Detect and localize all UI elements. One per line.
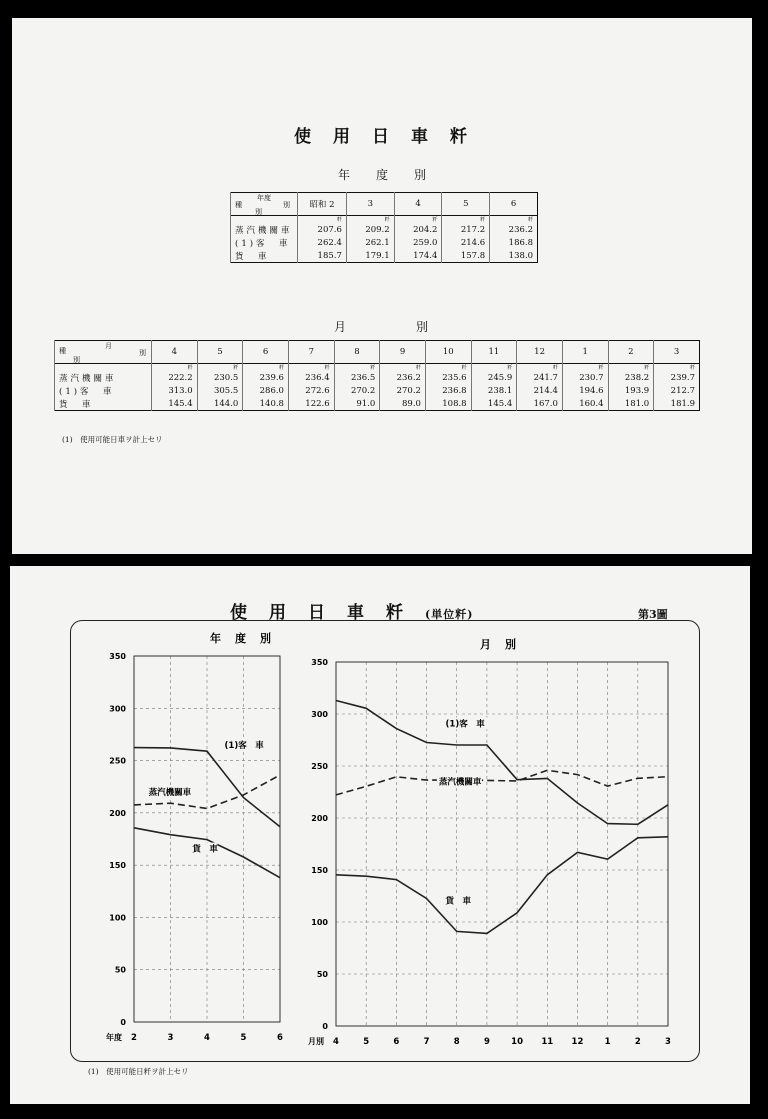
- table-cell: 239.6: [243, 371, 289, 384]
- corner-middle-right: 別: [283, 201, 290, 209]
- annual-year-header: 4: [394, 193, 442, 216]
- table-cell: 138.0: [490, 249, 538, 263]
- x-axis-label: 年度: [106, 1033, 122, 1042]
- table-cell: 236.8: [425, 384, 471, 397]
- table-cell: 236.4: [288, 371, 334, 384]
- y-tick-label: 50: [316, 970, 328, 979]
- month-header: 9: [380, 341, 426, 364]
- unit-label: 粁: [608, 364, 654, 372]
- page-title: 使用日車粁: [294, 127, 489, 147]
- row-label: 蒸汽機關車: [231, 223, 298, 236]
- charts-svg: [10, 566, 750, 1104]
- series-label-passenger: (1)客 車: [224, 741, 264, 752]
- corner-bottom-label: 別: [255, 208, 262, 216]
- unit-label: 粁: [334, 364, 380, 372]
- monthly-corner-header: [55, 341, 152, 364]
- y-tick-label: 150: [311, 866, 328, 875]
- annual-table-subtitle: 年度別: [338, 168, 453, 182]
- unit-label: 粁: [288, 364, 334, 372]
- x-tick-label: 5: [363, 1037, 370, 1047]
- x-tick-label: 8: [453, 1037, 460, 1047]
- chart-footnote: (1) 使用可能日粁ヲ計上セリ: [88, 1067, 189, 1076]
- unit-label: 粁: [298, 216, 347, 224]
- unit-label: 粁: [517, 364, 563, 372]
- series-label-freight: 貨 車: [445, 896, 472, 907]
- unit-label: 粁: [243, 364, 289, 372]
- y-tick-label: 0: [120, 1018, 126, 1027]
- month-header: 11: [471, 341, 517, 364]
- unit-label: 粁: [152, 364, 198, 372]
- table-cell: 185.7: [298, 249, 347, 263]
- monthly-table-subtitle: 月別: [334, 320, 499, 334]
- table-cell: 245.9: [471, 371, 517, 384]
- x-tick-label: 5: [240, 1033, 247, 1043]
- table-cell: 236.5: [334, 371, 380, 384]
- unit-label: 粁: [654, 364, 700, 372]
- x-tick-label: 11: [541, 1037, 554, 1047]
- monthly-table: [54, 340, 700, 411]
- table-cell: 230.7: [562, 371, 608, 384]
- table-cell: 157.8: [442, 249, 490, 263]
- table-cell: 230.5: [197, 371, 243, 384]
- x-tick-label: 3: [665, 1037, 671, 1047]
- table-cell: 235.6: [425, 371, 471, 384]
- y-tick-label: 200: [109, 808, 126, 818]
- figure-label: 第3圖: [638, 608, 668, 621]
- y-tick-label: 350: [109, 652, 126, 661]
- table-cell: 181.9: [654, 397, 700, 411]
- table-cell: 207.6: [298, 223, 347, 236]
- unit-label: 粁: [197, 364, 243, 372]
- table-cell: 238.1: [471, 384, 517, 397]
- table-cell: 160.4: [562, 397, 608, 411]
- table-cell: 89.0: [380, 397, 426, 411]
- table-cell: 239.7: [654, 371, 700, 384]
- plot-border: [336, 662, 668, 1026]
- table-row: [55, 384, 700, 397]
- table-row: [231, 249, 538, 263]
- series-label-passenger: (1)客 車: [445, 719, 485, 730]
- corner-left-label: 種: [59, 347, 66, 355]
- x-tick-label: 3: [167, 1033, 174, 1043]
- table-cell: 186.8: [490, 236, 538, 249]
- annual-corner-header: [231, 193, 298, 216]
- table-row: [231, 236, 538, 249]
- table-cell: 270.2: [380, 384, 426, 397]
- table-cell: 212.7: [654, 384, 700, 397]
- table-cell: 140.8: [243, 397, 289, 411]
- month-header: 1: [562, 341, 608, 364]
- table-cell: 238.2: [608, 371, 654, 384]
- table-cell: 262.1: [346, 236, 394, 249]
- x-axis-label: 月別: [308, 1037, 324, 1046]
- month-header: 6: [243, 341, 289, 364]
- y-tick-label: 100: [109, 913, 126, 923]
- y-tick-label: 350: [311, 658, 328, 667]
- row-label: 貨 車: [55, 397, 152, 411]
- table-cell: 167.0: [517, 397, 563, 411]
- month-header: 12: [517, 341, 563, 364]
- unit-spacer: [55, 364, 152, 372]
- table-cell: 236.2: [380, 371, 426, 384]
- month-header: 10: [425, 341, 471, 364]
- panel-title: 月別: [480, 638, 530, 651]
- x-tick-label: 6: [277, 1033, 283, 1043]
- row-label: 貨 車: [231, 249, 298, 263]
- table-cell: 179.1: [346, 249, 394, 263]
- x-tick-label: 2: [634, 1037, 641, 1047]
- month-header: 7: [288, 341, 334, 364]
- chart-page: [10, 566, 750, 1104]
- table-cell: 144.0: [197, 397, 243, 411]
- unit-label: 粁: [442, 216, 490, 224]
- month-header: 2: [608, 341, 654, 364]
- unit-label: 粁: [394, 216, 442, 224]
- corner-top-label: 年度: [257, 194, 271, 202]
- unit-spacer: [231, 216, 298, 224]
- month-header: 5: [197, 341, 243, 364]
- x-tick-label: 6: [393, 1037, 400, 1047]
- x-tick-label: 4: [204, 1033, 210, 1043]
- unit-label: 粁: [346, 216, 394, 224]
- y-tick-label: 200: [311, 814, 328, 823]
- table-cell: 214.6: [442, 236, 490, 249]
- table-cell: 193.9: [608, 384, 654, 397]
- table-cell: 241.7: [517, 371, 563, 384]
- corner-top-label: 月: [105, 342, 112, 350]
- table-cell: 305.5: [197, 384, 243, 397]
- table-cell: 236.2: [490, 223, 538, 236]
- unit-label: 粁: [490, 216, 538, 224]
- table-row: [231, 223, 538, 236]
- series-label-locomotive: 蒸汽機關車: [148, 788, 192, 799]
- unit-label: 粁: [471, 364, 517, 372]
- y-tick-label: 300: [109, 704, 126, 714]
- row-label: 蒸汽機關車: [55, 371, 152, 384]
- y-tick-label: 50: [114, 965, 126, 975]
- series-label-locomotive: 蒸汽機關車: [438, 777, 482, 788]
- row-label: (1)客 車: [55, 384, 152, 397]
- unit-label: 粁: [425, 364, 471, 372]
- corner-right-label: 別: [139, 349, 146, 357]
- table-cell: 122.6: [288, 397, 334, 411]
- y-tick-label: 0: [322, 1022, 328, 1031]
- y-tick-label: 150: [109, 861, 126, 871]
- x-tick-label: 4: [333, 1037, 339, 1047]
- table-cell: 204.2: [394, 223, 442, 236]
- table-cell: 313.0: [152, 384, 198, 397]
- unit-label: 粁: [562, 364, 608, 372]
- table-cell: 174.4: [394, 249, 442, 263]
- table-cell: 91.0: [334, 397, 380, 411]
- table-cell: 214.4: [517, 384, 563, 397]
- y-tick-label: 300: [311, 710, 328, 719]
- table-cell: 181.0: [608, 397, 654, 411]
- table-cell: 108.8: [425, 397, 471, 411]
- corner-bottom-label: 別: [73, 356, 80, 364]
- chart-title-text: 使用日車粁: [230, 603, 425, 623]
- table-cell: 217.2: [442, 223, 490, 236]
- x-tick-label: 7: [423, 1037, 430, 1047]
- table-cell: 194.6: [562, 384, 608, 397]
- table-row: [55, 397, 700, 411]
- y-tick-label: 250: [109, 756, 126, 766]
- annual-table: [230, 192, 538, 263]
- x-tick-label: 9: [483, 1037, 490, 1047]
- y-tick-label: 100: [311, 918, 328, 927]
- annual-year-header: 5: [442, 193, 490, 216]
- y-tick-label: 250: [311, 762, 328, 771]
- table-cell: 209.2: [346, 223, 394, 236]
- table-cell: 272.6: [288, 384, 334, 397]
- table-cell: 270.2: [334, 384, 380, 397]
- row-label: (1)客 車: [231, 236, 298, 249]
- table-cell: 286.0: [243, 384, 289, 397]
- series-label-freight: 貨 車: [192, 844, 218, 855]
- series-line-locomotive: [336, 770, 668, 795]
- x-tick-label: 12: [571, 1037, 584, 1047]
- month-header: 4: [152, 341, 198, 364]
- annual-year-header: 昭和 2: [298, 193, 347, 216]
- x-tick-label: 10: [511, 1037, 524, 1047]
- unit-label: 粁: [380, 364, 426, 372]
- x-tick-label: 2: [131, 1033, 137, 1043]
- annual-year-header: 3: [346, 193, 394, 216]
- panel-title: 年度別: [210, 632, 285, 645]
- table-cell: 259.0: [394, 236, 442, 249]
- month-header: 8: [334, 341, 380, 364]
- series-line-freight: [336, 837, 668, 934]
- x-tick-label: 1: [604, 1037, 611, 1047]
- chart-unit-suffix: (単位粁): [425, 608, 474, 621]
- corner-middle-left: 種: [235, 201, 242, 209]
- table-cell: 222.2: [152, 371, 198, 384]
- table-footnote: (1) 使用可能日車ヲ計上セリ: [62, 435, 163, 444]
- month-header: 3: [654, 341, 700, 364]
- table-cell: 262.4: [298, 236, 347, 249]
- table-cell: 145.4: [471, 397, 517, 411]
- table-page: [12, 18, 752, 554]
- series-line-passenger: [336, 701, 668, 825]
- table-row: [55, 371, 700, 384]
- annual-year-header: 6: [490, 193, 538, 216]
- table-cell: 145.4: [152, 397, 198, 411]
